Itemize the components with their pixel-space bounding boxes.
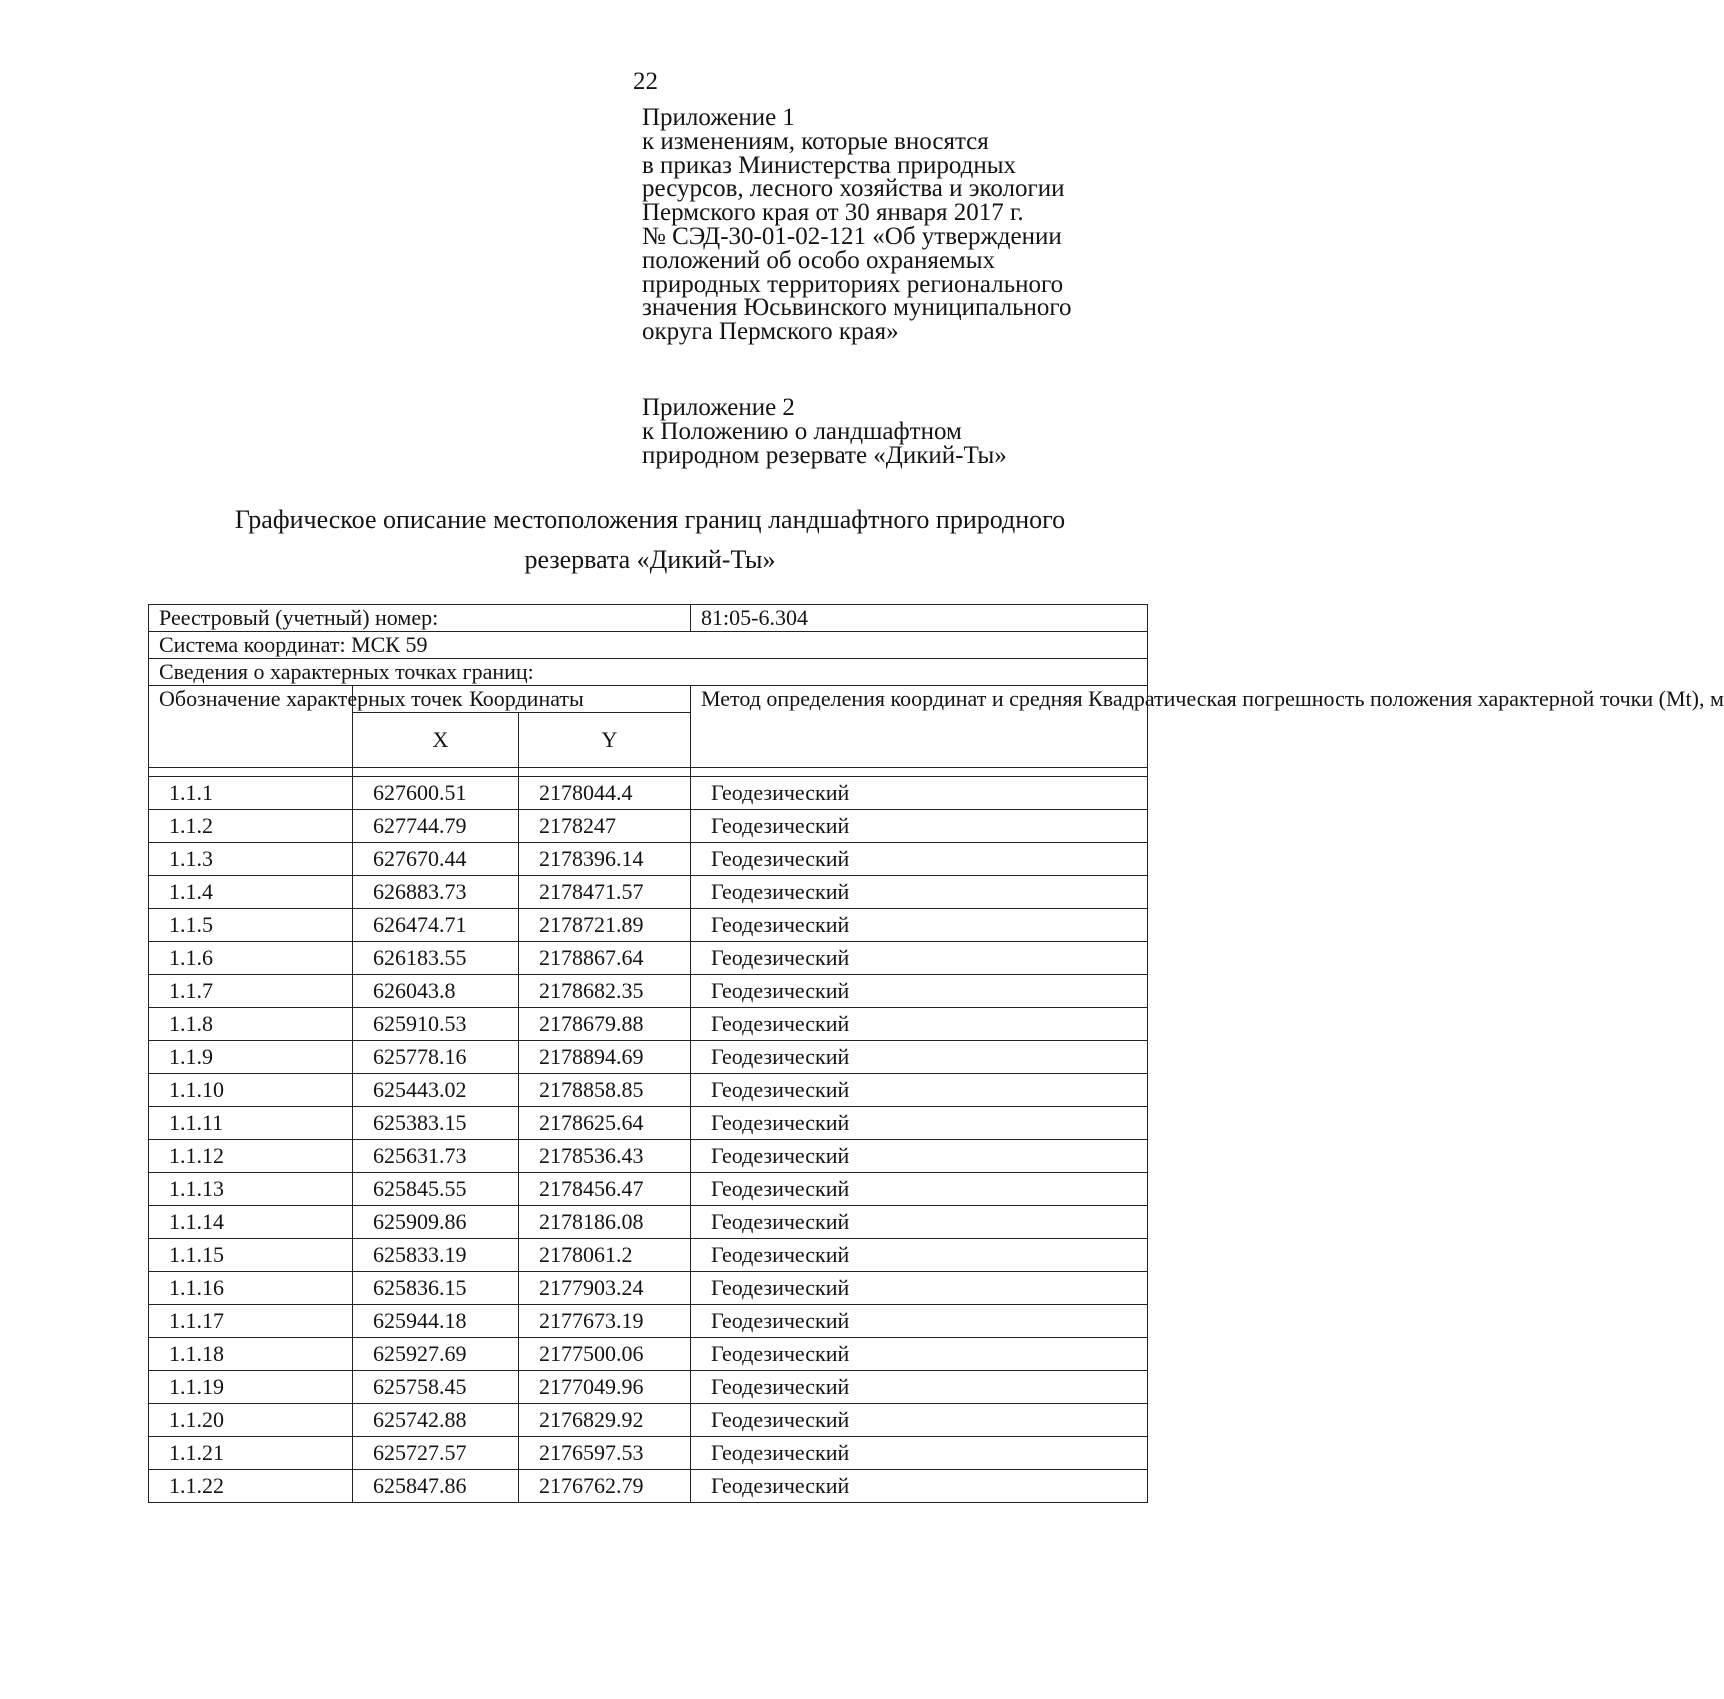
- method-cell: Геодезический: [691, 1074, 1148, 1107]
- coord-y-cell: 2176597.53: [519, 1437, 691, 1470]
- method-cell: Геодезический: [691, 1173, 1148, 1206]
- table-row: [149, 909, 1148, 942]
- coord-x-cell: 625742.88: [353, 1404, 519, 1437]
- points-info-row: [149, 659, 1148, 686]
- column-header-row-1: [149, 686, 1148, 713]
- method-cell: Геодезический: [691, 777, 1148, 810]
- title-line: Графическое описание местоположения границ ландшафтного природного: [234, 505, 1066, 534]
- table-row: [149, 1371, 1148, 1404]
- table-row: [149, 1470, 1148, 1503]
- point-id-cell: 1.1.19: [149, 1371, 353, 1404]
- method-cell: Геодезический: [691, 1206, 1148, 1239]
- coord-x-cell: 625833.19: [353, 1239, 519, 1272]
- appendix-1-line: природных территориях регионального: [642, 270, 1064, 298]
- point-id-cell: 1.1.3: [149, 843, 353, 876]
- appendix-1-line: ресурсов, лесного хозяйства и экологии: [642, 175, 1065, 203]
- coord-x-cell: 627670.44: [353, 843, 519, 876]
- table-row: [149, 810, 1148, 843]
- appendix-2-line: Приложение 2: [642, 394, 795, 421]
- appendix-1-line: Приложение 1: [642, 104, 795, 131]
- table-row: [149, 1437, 1148, 1470]
- appendix-2-block: [642, 396, 1007, 467]
- appendix-1-line: в приказ Министерства природных: [642, 151, 1017, 179]
- point-id-cell: 1.1.2: [149, 810, 353, 843]
- table-row: [149, 1404, 1148, 1437]
- coord-y-cell: 2176829.92: [519, 1404, 691, 1437]
- coord-y-cell: 2177500.06: [519, 1338, 691, 1371]
- method-cell: Геодезический: [691, 843, 1148, 876]
- col-y-header: Y: [519, 713, 691, 768]
- appendix-1-line: № СЭД-30-01-02-121 «Об утверждении: [642, 222, 1062, 250]
- coord-y-cell: 2177673.19: [519, 1305, 691, 1338]
- col-x-header: X: [353, 713, 519, 768]
- coord-y-cell: 2178536.43: [519, 1140, 691, 1173]
- coord-x-cell: 625845.55: [353, 1173, 519, 1206]
- appendix-1-line: положений об особо охраняемых: [642, 246, 996, 274]
- coord-y-cell: 2178396.14: [519, 843, 691, 876]
- method-cell: Геодезический: [691, 1272, 1148, 1305]
- coord-x-cell: 626183.55: [353, 942, 519, 975]
- coord-y-cell: 2178186.08: [519, 1206, 691, 1239]
- table-row: [149, 1206, 1148, 1239]
- method-cell: Геодезический: [691, 1470, 1148, 1503]
- coord-x-cell: 625927.69: [353, 1338, 519, 1371]
- method-cell: Геодезический: [691, 1008, 1148, 1041]
- table-row: [149, 1272, 1148, 1305]
- table-row: [149, 876, 1148, 909]
- coord-y-cell: 2177903.24: [519, 1272, 691, 1305]
- coord-x-cell: 625758.45: [353, 1371, 519, 1404]
- method-cell: Геодезический: [691, 942, 1148, 975]
- coord-y-cell: 2178894.69: [519, 1041, 691, 1074]
- document-title: [150, 500, 1150, 580]
- appendix-1-line: округа Пермского края»: [642, 318, 899, 346]
- col-coords-header: Координаты: [353, 686, 691, 713]
- spacer-cell: [353, 768, 519, 777]
- appendix-2-line: природном резервате «Дикий-Ты»: [642, 441, 1007, 469]
- coord-y-cell: 2178858.85: [519, 1074, 691, 1107]
- point-id-cell: 1.1.11: [149, 1107, 353, 1140]
- coord-x-cell: 626474.71: [353, 909, 519, 942]
- table-spacer: [149, 768, 1148, 777]
- point-id-cell: 1.1.16: [149, 1272, 353, 1305]
- registry-value: 81:05-6.304: [691, 605, 1148, 632]
- table-row: [149, 1107, 1148, 1140]
- method-cell: Геодезический: [691, 1437, 1148, 1470]
- point-id-cell: 1.1.18: [149, 1338, 353, 1371]
- point-id-cell: 1.1.7: [149, 975, 353, 1008]
- coord-x-cell: 625944.18: [353, 1305, 519, 1338]
- coord-y-cell: 2178721.89: [519, 909, 691, 942]
- method-cell: Геодезический: [691, 975, 1148, 1008]
- col-point-header: Обозначение характерных точек: [149, 686, 353, 768]
- method-cell: Геодезический: [691, 1140, 1148, 1173]
- col-method-header: Метод определения координат и средняя Квадратическая погрешность положения характерной точки (Mt), м: [691, 686, 1148, 768]
- registry-row: [149, 605, 1148, 632]
- coord-x-cell: 625847.86: [353, 1470, 519, 1503]
- point-id-cell: 1.1.5: [149, 909, 353, 942]
- method-cell: Геодезический: [691, 1239, 1148, 1272]
- appendix-1-line: к изменениям, которые вносятся: [642, 127, 989, 155]
- coord-x-cell: 625727.57: [353, 1437, 519, 1470]
- point-id-cell: 1.1.22: [149, 1470, 353, 1503]
- point-id-cell: 1.1.4: [149, 876, 353, 909]
- method-cell: Геодезический: [691, 909, 1148, 942]
- point-id-cell: 1.1.9: [149, 1041, 353, 1074]
- coord-y-cell: 2176762.79: [519, 1470, 691, 1503]
- coord-y-cell: 2178061.2: [519, 1239, 691, 1272]
- coord-x-cell: 626883.73: [353, 876, 519, 909]
- table-row: [149, 1041, 1148, 1074]
- coord-y-cell: 2178682.35: [519, 975, 691, 1008]
- point-id-cell: 1.1.21: [149, 1437, 353, 1470]
- method-cell: Геодезический: [691, 876, 1148, 909]
- table-row: [149, 1008, 1148, 1041]
- page-number: 22: [633, 68, 658, 95]
- appendix-1-line: значения Юсьвинского муниципального: [642, 294, 1072, 322]
- coord-x-cell: 625631.73: [353, 1140, 519, 1173]
- coord-y-cell: 2178867.64: [519, 942, 691, 975]
- point-id-cell: 1.1.10: [149, 1074, 353, 1107]
- coord-x-cell: 627744.79: [353, 810, 519, 843]
- method-cell: Геодезический: [691, 1371, 1148, 1404]
- point-id-cell: 1.1.12: [149, 1140, 353, 1173]
- coord-x-cell: 625836.15: [353, 1272, 519, 1305]
- spacer-cell: [519, 768, 691, 777]
- coord-x-cell: 625383.15: [353, 1107, 519, 1140]
- coord-x-cell: 625778.16: [353, 1041, 519, 1074]
- appendix-1-line: Пермского края от 30 января 2017 г.: [642, 199, 1024, 227]
- coord-system-row: [149, 632, 1148, 659]
- method-cell: Геодезический: [691, 1041, 1148, 1074]
- point-id-cell: 1.1.6: [149, 942, 353, 975]
- coord-y-cell: 2178625.64: [519, 1107, 691, 1140]
- coord-y-cell: 2178471.57: [519, 876, 691, 909]
- table-row: [149, 942, 1148, 975]
- spacer-cell: [691, 768, 1148, 777]
- method-cell: Геодезический: [691, 810, 1148, 843]
- table-row: [149, 843, 1148, 876]
- point-id-cell: 1.1.13: [149, 1173, 353, 1206]
- coord-y-cell: 2178044.4: [519, 777, 691, 810]
- method-cell: Геодезический: [691, 1107, 1148, 1140]
- coord-y-cell: 2178679.88: [519, 1008, 691, 1041]
- coord-x-cell: 626043.8: [353, 975, 519, 1008]
- method-cell: Геодезический: [691, 1305, 1148, 1338]
- table-row: [149, 1173, 1148, 1206]
- points-info: Сведения о характерных точках границ:: [149, 659, 1148, 686]
- table-row: [149, 1140, 1148, 1173]
- boundary-points-table: [148, 604, 1724, 1503]
- point-id-cell: 1.1.14: [149, 1206, 353, 1239]
- appendix-1-block: [642, 106, 1072, 344]
- table-row: [149, 1338, 1148, 1371]
- coord-x-cell: 625909.86: [353, 1206, 519, 1239]
- appendix-2-line: к Положению о ландшафтном: [642, 417, 962, 445]
- point-id-cell: 1.1.17: [149, 1305, 353, 1338]
- coord-system: Система координат: МСК 59: [149, 632, 1148, 659]
- table-row: [149, 975, 1148, 1008]
- spacer-cell: [149, 768, 353, 777]
- table-row: [149, 777, 1148, 810]
- coord-x-cell: 625910.53: [353, 1008, 519, 1041]
- title-line: резервата «Дикий-Ты»: [524, 545, 776, 574]
- coord-x-cell: 627600.51: [353, 777, 519, 810]
- registry-label: Реестровый (учетный) номер:: [149, 605, 691, 632]
- coord-y-cell: 2178247: [519, 810, 691, 843]
- point-id-cell: 1.1.20: [149, 1404, 353, 1437]
- method-cell: Геодезический: [691, 1404, 1148, 1437]
- coord-x-cell: 625443.02: [353, 1074, 519, 1107]
- method-cell: Геодезический: [691, 1338, 1148, 1371]
- coord-y-cell: 2178456.47: [519, 1173, 691, 1206]
- table-row: [149, 1074, 1148, 1107]
- point-id-cell: 1.1.8: [149, 1008, 353, 1041]
- table-row: [149, 1239, 1148, 1272]
- coord-y-cell: 2177049.96: [519, 1371, 691, 1404]
- point-id-cell: 1.1.15: [149, 1239, 353, 1272]
- table-row: [149, 1305, 1148, 1338]
- point-id-cell: 1.1.1: [149, 777, 353, 810]
